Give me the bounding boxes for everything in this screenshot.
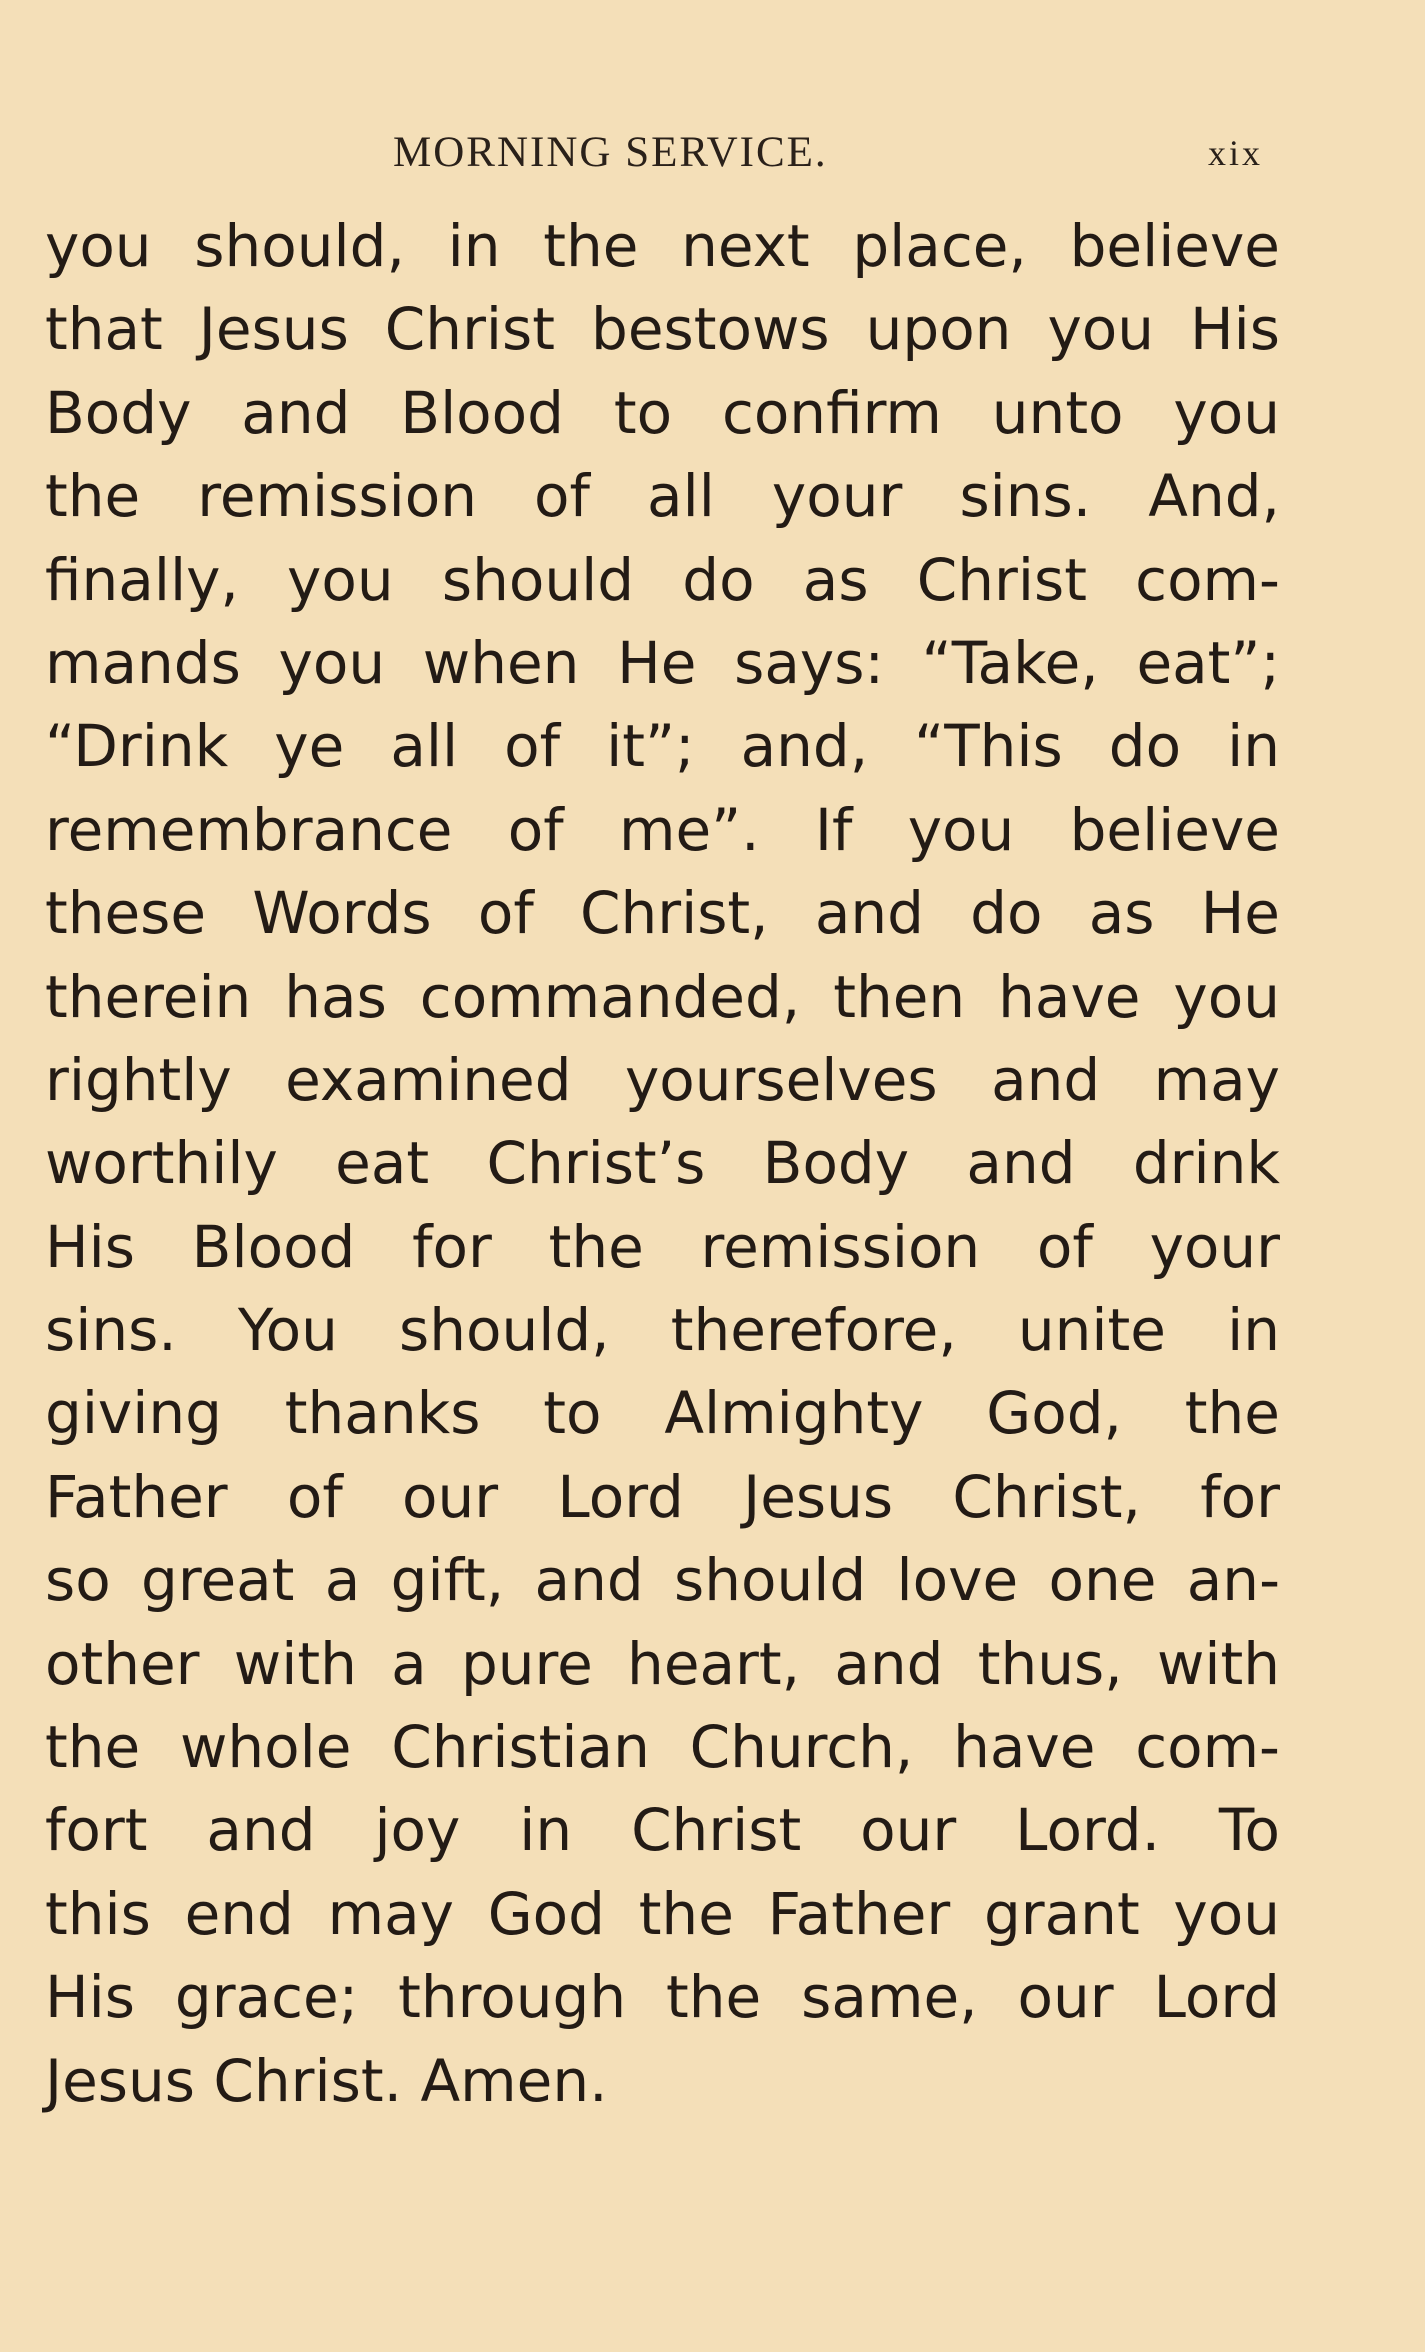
- text-line: these Words of Christ, and do as He: [45, 879, 1280, 948]
- page-number: xix: [1208, 133, 1264, 173]
- text-line: finally, you should do as Christ com-: [45, 545, 1280, 614]
- text-line: this end may God the Father grant you: [45, 1879, 1280, 1948]
- text-line: Body and Blood to confirm unto you: [45, 378, 1280, 447]
- text-line: the whole Christian Church, have com-: [45, 1713, 1280, 1782]
- text-line: giving thanks to Almighty God, the: [45, 1379, 1280, 1448]
- text-line: worthily eat Christ’s Body and drink: [45, 1129, 1280, 1198]
- text-line: fort and joy in Christ our Lord. To: [45, 1796, 1280, 1865]
- page-header: [0, 128, 1425, 188]
- text-line: that Jesus Christ bestows upon you His: [45, 295, 1280, 364]
- text-line: so great a gift, and should love one an-: [45, 1546, 1280, 1615]
- text-line: Father of our Lord Jesus Christ, for: [45, 1462, 1280, 1531]
- text-line: His Blood for the remission of your: [45, 1212, 1280, 1281]
- text-line: you should, in the next place, believe: [45, 212, 1280, 280]
- text-line: mands you when He says: “Take, eat”;: [45, 628, 1280, 697]
- text-line: the remission of all your sins. And,: [45, 462, 1280, 531]
- body-text: [45, 205, 1280, 2123]
- running-head: MORNING SERVICE.: [393, 129, 828, 176]
- text-line: remembrance of me”. If you believe: [45, 795, 1280, 864]
- text-line: “Drink ye all of it”; and, “This do in: [45, 712, 1280, 781]
- text-line: other with a pure heart, and thus, with: [45, 1629, 1280, 1698]
- text-line-last: Jesus Christ. Amen.: [45, 2046, 608, 2115]
- text-line: therein has commanded, then have you: [45, 962, 1280, 1031]
- text-line: rightly examined yourselves and may: [45, 1045, 1280, 1114]
- text-line: His grace; through the same, our Lord: [45, 1963, 1280, 2032]
- text-line: sins. You should, therefore, unite in: [45, 1296, 1280, 1365]
